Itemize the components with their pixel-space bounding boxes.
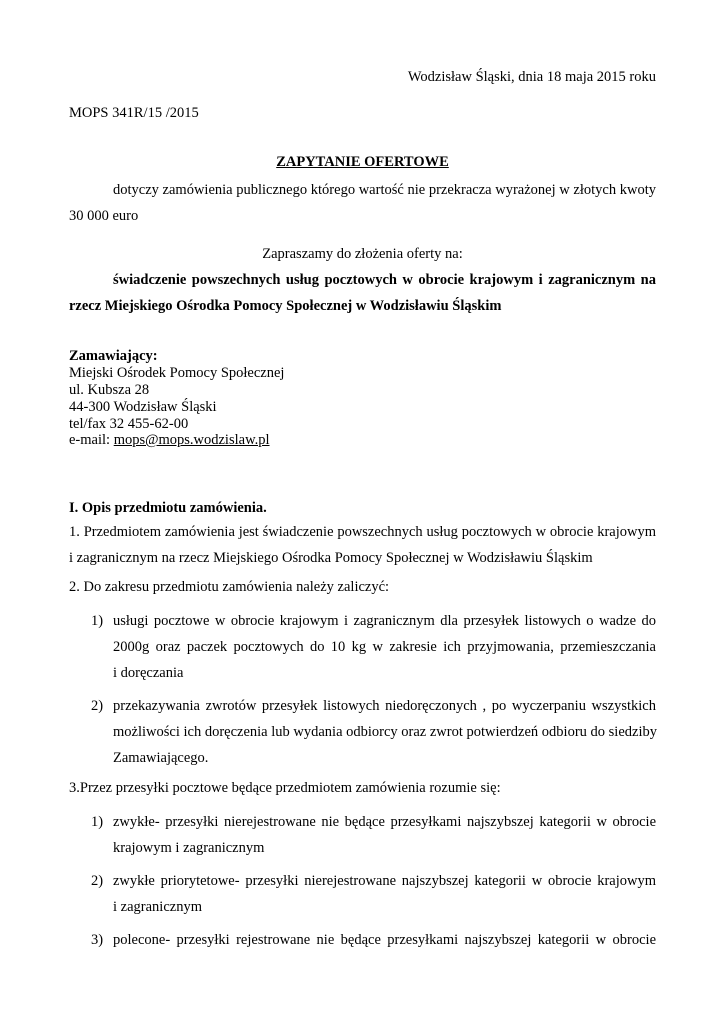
document-title: ZAPYTANIE OFERTOWE [276, 154, 449, 170]
list-item-line: polecone- przesyłki rejestrowane nie będące przesyłkami najszybszej kategorii w obrocie [113, 932, 656, 948]
email-label: e-mail: [69, 432, 114, 448]
contractor-phone: tel/fax 32 455-62-00 [69, 416, 189, 432]
section-p1-line-2: i zagranicznym na rzecz Miejskiego Ośrodka Pomocy Społecznej w Wodzisławiu Śląskim [69, 550, 593, 566]
section-p1-line-1: 1. Przedmiotem zamówienia jest świadczenie powszechnych usług pocztowych w obrocie krajowym [69, 524, 656, 540]
invite-line: Zapraszamy do złożenia oferty na: [262, 246, 463, 262]
place-date: Wodzisław Śląski, dnia 18 maja 2015 roku [407, 69, 656, 85]
list-item-number: 1) [91, 814, 104, 830]
contractor-email-row [69, 431, 270, 450]
section-p3: 3.Przez przesyłki pocztowe będące przedmiotem zamówienia rozumie się: [69, 780, 501, 796]
list-item-line: i doręczania [113, 665, 184, 681]
subject-line-1: świadczenie powszechnych usług pocztowych w obrocie krajowym i zagranicznym na [113, 272, 656, 288]
section-p2: 2. Do zakresu przedmiotu zamówienia należy zaliczyć: [69, 579, 390, 595]
list-item-line: Zamawiającego. [113, 750, 209, 766]
intro-line-1: dotyczy zamówienia publicznego którego wartość nie przekracza wyrażonej w złotych kwoty [113, 182, 656, 198]
list-item-line: krajowym i zagranicznym [113, 840, 265, 856]
list-item-line: zwykłe priorytetowe- przesyłki nierejestrowane najszybszej kategorii w obrocie krajowym [113, 873, 656, 889]
contractor-name: Miejski Ośrodek Pomocy Społecznej [69, 365, 285, 381]
list-item-line: 2000g oraz paczek pocztowych do 10 kg w zakresie ich przyjmowania, przemieszczania [113, 639, 656, 655]
list-item-line: usługi pocztowe w obrocie krajowym i zagranicznym dla przesyłek listowych o wadze do [113, 613, 656, 629]
reference-number: MOPS 341R/15 /2015 [69, 105, 199, 121]
list-item-line: możliwości ich doręczenia lub wydania odbiorcy oraz zwrot potwierdzeń odbioru do siedziby [113, 724, 657, 740]
list-item-number: 2) [91, 873, 104, 889]
section-heading: I. Opis przedmiotu zamówienia. [69, 500, 267, 516]
list-item-line: zwykłe- przesyłki nierejestrowane nie będące przesyłkami najszybszej kategorii w obrocie [113, 814, 656, 830]
contractor-city: 44-300 Wodzisław Śląski [69, 399, 217, 415]
contractor-street: ul. Kubsza 28 [69, 382, 150, 398]
intro-line-2: 30 000 euro [69, 208, 139, 224]
subject-line-2: rzecz Miejskiego Ośrodka Pomocy Społecznej w Wodzisławiu Śląskim [69, 298, 502, 314]
list-item-number: 2) [91, 698, 104, 714]
contractor-label: Zamawiający: [69, 348, 158, 364]
list-item-number: 3) [91, 932, 104, 948]
email-link[interactable]: mops@mops.wodzislaw.pl [113, 432, 270, 448]
list-item-number: 1) [91, 613, 104, 629]
list-item-line: i zagranicznym [113, 899, 202, 915]
list-item-line: przekazywania zwrotów przesyłek listowych niedoręczonych , po wyczerpaniu wszystkich [113, 698, 656, 714]
